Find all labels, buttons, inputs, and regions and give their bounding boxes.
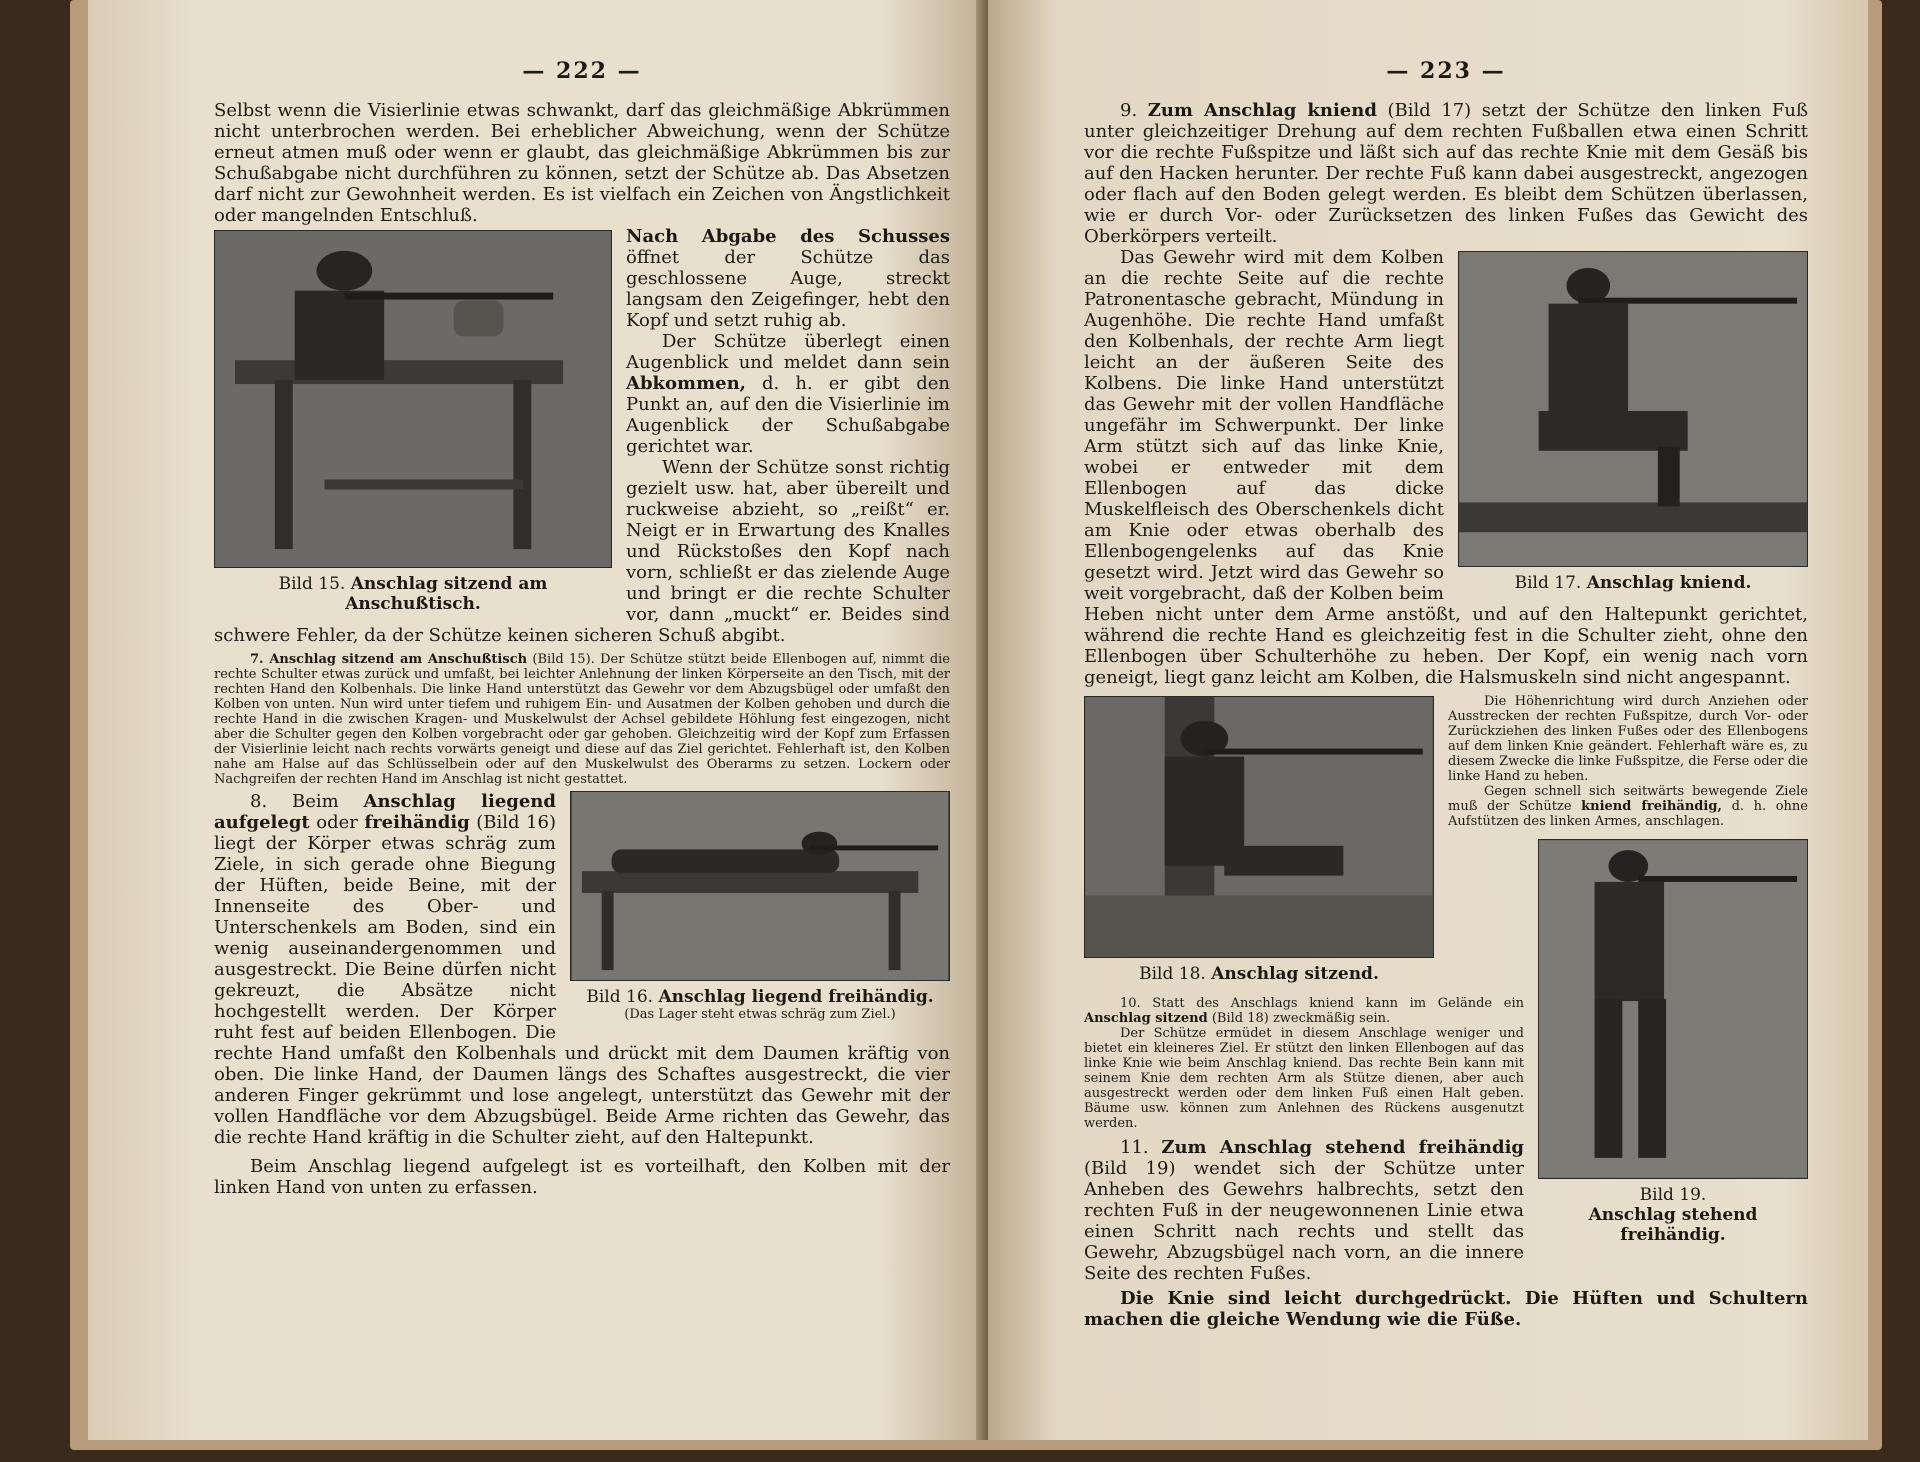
paragraph: Das Gewehr wird mit dem Kolben an die rechte Seite auf die rechte Patronentasche gebracht, Mündung in Augenhöhe. Die rechte Hand umfaßt den Kolbenhals, der rechte Arm liegt leicht an der äußeren Seite des Kolbens. Die linke Hand unterstützt das Gewehr mit der vollen Handfläche ungefähr im Schwerpunkt. Der linke Arm stützt sich auf das linke Knie, wobei er entweder mit dem Ellenbogen auf das dicke Muskelfleisch des Oberschenkels dicht am Knie oder etwas oberhalb des Ellenbogengelenks auf das Knie gesetzt wird. Jetzt wird das Gewehr so weit vorgebracht, daß der Kolben beim Heben nicht unter dem Arme anstößt, und auf den Haltepunkt gerichtet, während die rechte Hand es gleichzeitig fest in die Schulter zieht, ohne den Ellenbogen über Schulterhöhe zu heben. Der Kopf, ein wenig nach vorn geneigt, liegt ganz leicht am Kolben, die Halsmuskeln sind nicht angespannt. [1084,247,1808,688]
photo-kneeling [1458,251,1808,567]
paragraph-text: Gegen schnell sich seitwärts bewegende Ziele muß der Schütze [1448,784,1808,814]
paragraph: Selbst wenn die Visierlinie etwas schwankt, darf das gleichmäßige Abkrümmen nicht unterbrochen werden. Bei erheblicher Abweichung, wenn der Schütze erneut atmen muß oder wenn er glaubt, das gleichmäßige Abkrümmen bis zur Schußabgabe nicht durchführen zu können, setzt der Schütze ab. Das Absetzen darf nicht zur Gewohnheit werden. Es ist vielfach ein Zeichen von Ängstlichkeit oder mangelnden Entschluß. [214,100,950,226]
figure-caption [570,987,950,1007]
paragraph-emphasis: Anschlag liegend aufgelegt [214,791,556,833]
figure-bild-19 [1538,839,1808,1245]
paragraph-text: 10. Statt des Anschlags kniend kann im Gelände ein [1120,996,1524,1011]
figure-title: Anschlag liegend freihändig. [658,987,934,1007]
paragraph-text: (Bild 16) liegt der Körper etwas schräg zum Ziele, in sich gerade ohne Biegung der Hüften, beide Beine, mit der Innenseite des Ober- und Unterschenkels am Boden, sind ein wenig auseinandergenommen und ausgestreckt. Die Beine dürfen nicht gekreuzt, die Absätze nicht hochgestellt werden. Der Körper ruht fest auf beiden Ellenbogen. Die rechte Hand umfaßt den Kolbenhals und drückt mit dem Daumen kräftig von oben. Die linke Hand, der Daumen längs des Schaftes ausgestreckt, die vier anderen Finger gekrümmt und lose angelegt, unterstützt das Gewehr mit der vollen Handfläche vor dem Abzugsbügel. Beide Arme richten das Gewehr, das die rechte Hand kräftig in die Schulter zieht, auf den Haltepunkt. [214,812,950,1148]
paragraph-text: Der Schütze überlegt einen Augenblick und meldet dann sein [626,331,950,373]
paragraph-text: 9. [1120,100,1138,121]
paragraph-emphasis: Abkommen, [626,373,746,394]
photo-illustration [1459,252,1807,566]
paragraph-text: 11. [1120,1137,1149,1158]
figure-label: Bild 19. [1639,1185,1707,1205]
figure-bild-16 [570,791,950,1022]
paragraph-text: (Bild 15). Der Schütze stützt beide Ellenbogen auf, nimmt die rechte Schulter etwas zurück und umfaßt, bei leichter Anlehnung der linken Körperseite an den Tisch, mit der rechten Hand den Kolbenhals. Die linke Hand unterstützt das Gewehr vor dem Abzugsbügel oder umfaßt den Kolben von unten. Nun wird unter tiefem und ruhigem Ein- und Ausatmen der Kolben gehoben und durch die rechte Hand in die zwischen Kragen- und Muskelwulst der Achsel gebildete Höhlung fest eingezogen, nicht aber die Schulter gegen den Kolben vorgebracht oder gar gehoben. Gleichzeitig wird der Kopf zum Erfassen der Visierlinie leicht nach rechts vorwärts geneigt und diese auf das Ziel gerichtet. Fehlerhaft ist, den Kolben nahe am Halse auf das Schlüsselbein oder auf den Muskelwulst des Oberarms zu setzen. Lockern oder Nachgreifen der rechten Hand im Anschlag ist nicht gestattet. [214,652,950,787]
paragraph-text: oder [316,812,358,833]
figure-label: Bild 16. [586,987,654,1007]
paragraph-lead: Nach Abgabe des Schusses [626,226,950,247]
photo-illustration [571,792,949,980]
photo-standing [1538,839,1808,1179]
paragraph-small: Der Schütze ermüdet in diesem Anschlage weniger und bietet ein kleineres Ziel. Er stützt den linken Ellenbogen auf das linke Knie wie beim Anschlag kniend. Das rechte Bein kann mit seinem Knie dem rechten Arm als Stütze dienen, aber auch ausgestreckt werden oder dem linken Fuß einen Halt geben. Bäume usw. können zum Anlehnen des Rückens ausgenutzt werden. [1084,1026,1524,1131]
paragraph-emphasis: Zum Anschlag kniend [1147,100,1377,121]
figure-label: Bild 18. [1139,964,1206,984]
figure-subcaption: (Das Lager steht etwas schräg zum Ziel.) [624,1007,896,1022]
paragraph-text: öffnet der Schütze das geschlossene Auge, streckt langsam den Zeigefinger, hebt den Kopf und setzt ruhig ab. [626,247,950,331]
paragraph-emphasis: kniend freihändig, [1581,799,1722,814]
open-book [70,0,1882,1450]
photo-illustration [1539,840,1807,1178]
figure-caption [214,574,612,614]
figure-caption [1084,964,1434,984]
figure-title: Anschlag sitzend am Anschußtisch. [345,574,548,614]
paragraph-text: d. h. er gibt den Punkt an, auf den die Visierlinie im Augenblick der Schußabgabe gerichtet war. [626,373,950,457]
photo-illustration [1085,697,1433,957]
paragraph-text: (Bild 19) wendet sich der Schütze unter Anheben des Gewehrs halbrechts, setzt den rechten Fuß in der neugewonnenen Linie etwa einen Schritt nach rechts und stellt das Gewehr, Abzugsbügel nach vorn, an die innere Seite des rechten Fußes. [1084,1158,1524,1284]
page-number: — 223 — [1386,58,1506,84]
figure-caption [1538,1185,1808,1245]
paragraph-text: d. h. ohne Aufstützen des linken Armes, anschlagen. [1448,799,1808,829]
paragraph-text: 8. Beim [250,791,339,812]
paragraph-text: (Bild 18) zweckmäßig sein. [1211,1011,1391,1026]
figure-caption [1458,573,1808,593]
paragraph: Beim Anschlag liegend aufgelegt ist es vorteilhaft, den Kolben mit der linken Hand von unten zu erfassen. [214,1156,950,1198]
photo-sitting-tree [1084,696,1434,958]
paragraph-emphasis: freihändig [364,812,470,833]
photo-seated-bench-rest [214,230,612,568]
paragraph-text: (Bild 17) setzt der Schütze den linken Fuß unter gleichzeitiger Drehung auf dem rechten Fußballen etwa einen Schritt vor die rechte Fußspitze und läßt sich auf das rechte Knie mit dem Gesäß bis auf den Hacken herunter. Der rechte Fuß kann dabei ausgestreckt, angezogen oder flach auf den Boden gelegt werden. Es bleibt dem Schützen überlassen, wie er durch Vor- oder Zurücksetzen des linken Fußes das Gewicht des Oberkörpers verteilt. [1084,100,1808,247]
paragraph: Die Knie sind leicht durchgedrückt. Die Hüften und Schultern machen die gleiche Wendung wie die Füße. [1084,1288,1808,1330]
figure-label: Bild 17. [1514,573,1582,593]
paragraph-lead: 7. Anschlag sitzend am Anschußtisch [250,652,528,667]
paragraph-small [214,652,950,787]
page-222 [88,0,988,1440]
figure-label: Bild 15. [278,574,346,594]
figure-bild-17 [1458,251,1808,593]
figure-title: Anschlag stehend freihändig. [1588,1205,1758,1245]
paragraph-emphasis: Anschlag sitzend [1084,1011,1208,1026]
figure-bild-15 [214,230,612,614]
page-223 [988,0,1868,1440]
photo-prone-cot [570,791,950,981]
page-number: — 222 — [522,58,642,84]
paragraph-emphasis: Zum Anschlag stehend freihändig [1161,1137,1524,1158]
photo-illustration [215,231,611,567]
paragraph: Wenn der Schütze sonst richtig gezielt usw. hat, aber übereilt und ruckweise abzieht, so „reißt“ er. Neigt er in Erwartung des Knalles und Rückstoßes den Kopf nach vorn, schließt er das zielende Auge und bringt er die rechte Schulter vor, dann „muckt“ er. Beides sind schwere Fehler, da der Schütze keinen sicheren Schuß abgibt. [214,457,950,646]
paragraph-small: Die Höhenrichtung wird durch Anziehen oder Ausstrecken der rechten Fußspitze, durch Vor- oder Zurückziehen des linken Fußes oder des Ellenbogens auf dem linken Knie geändert. Fehlerhaft wäre es, zu diesem Zwecke die linke Fußspitze, die Ferse oder die linke Hand zu heben. [1448,694,1808,784]
paragraph [1084,100,1808,247]
figure-title: Anschlag sitzend. [1211,964,1379,984]
figure-bild-18 [1084,696,1434,984]
figure-title: Anschlag kniend. [1586,573,1752,593]
